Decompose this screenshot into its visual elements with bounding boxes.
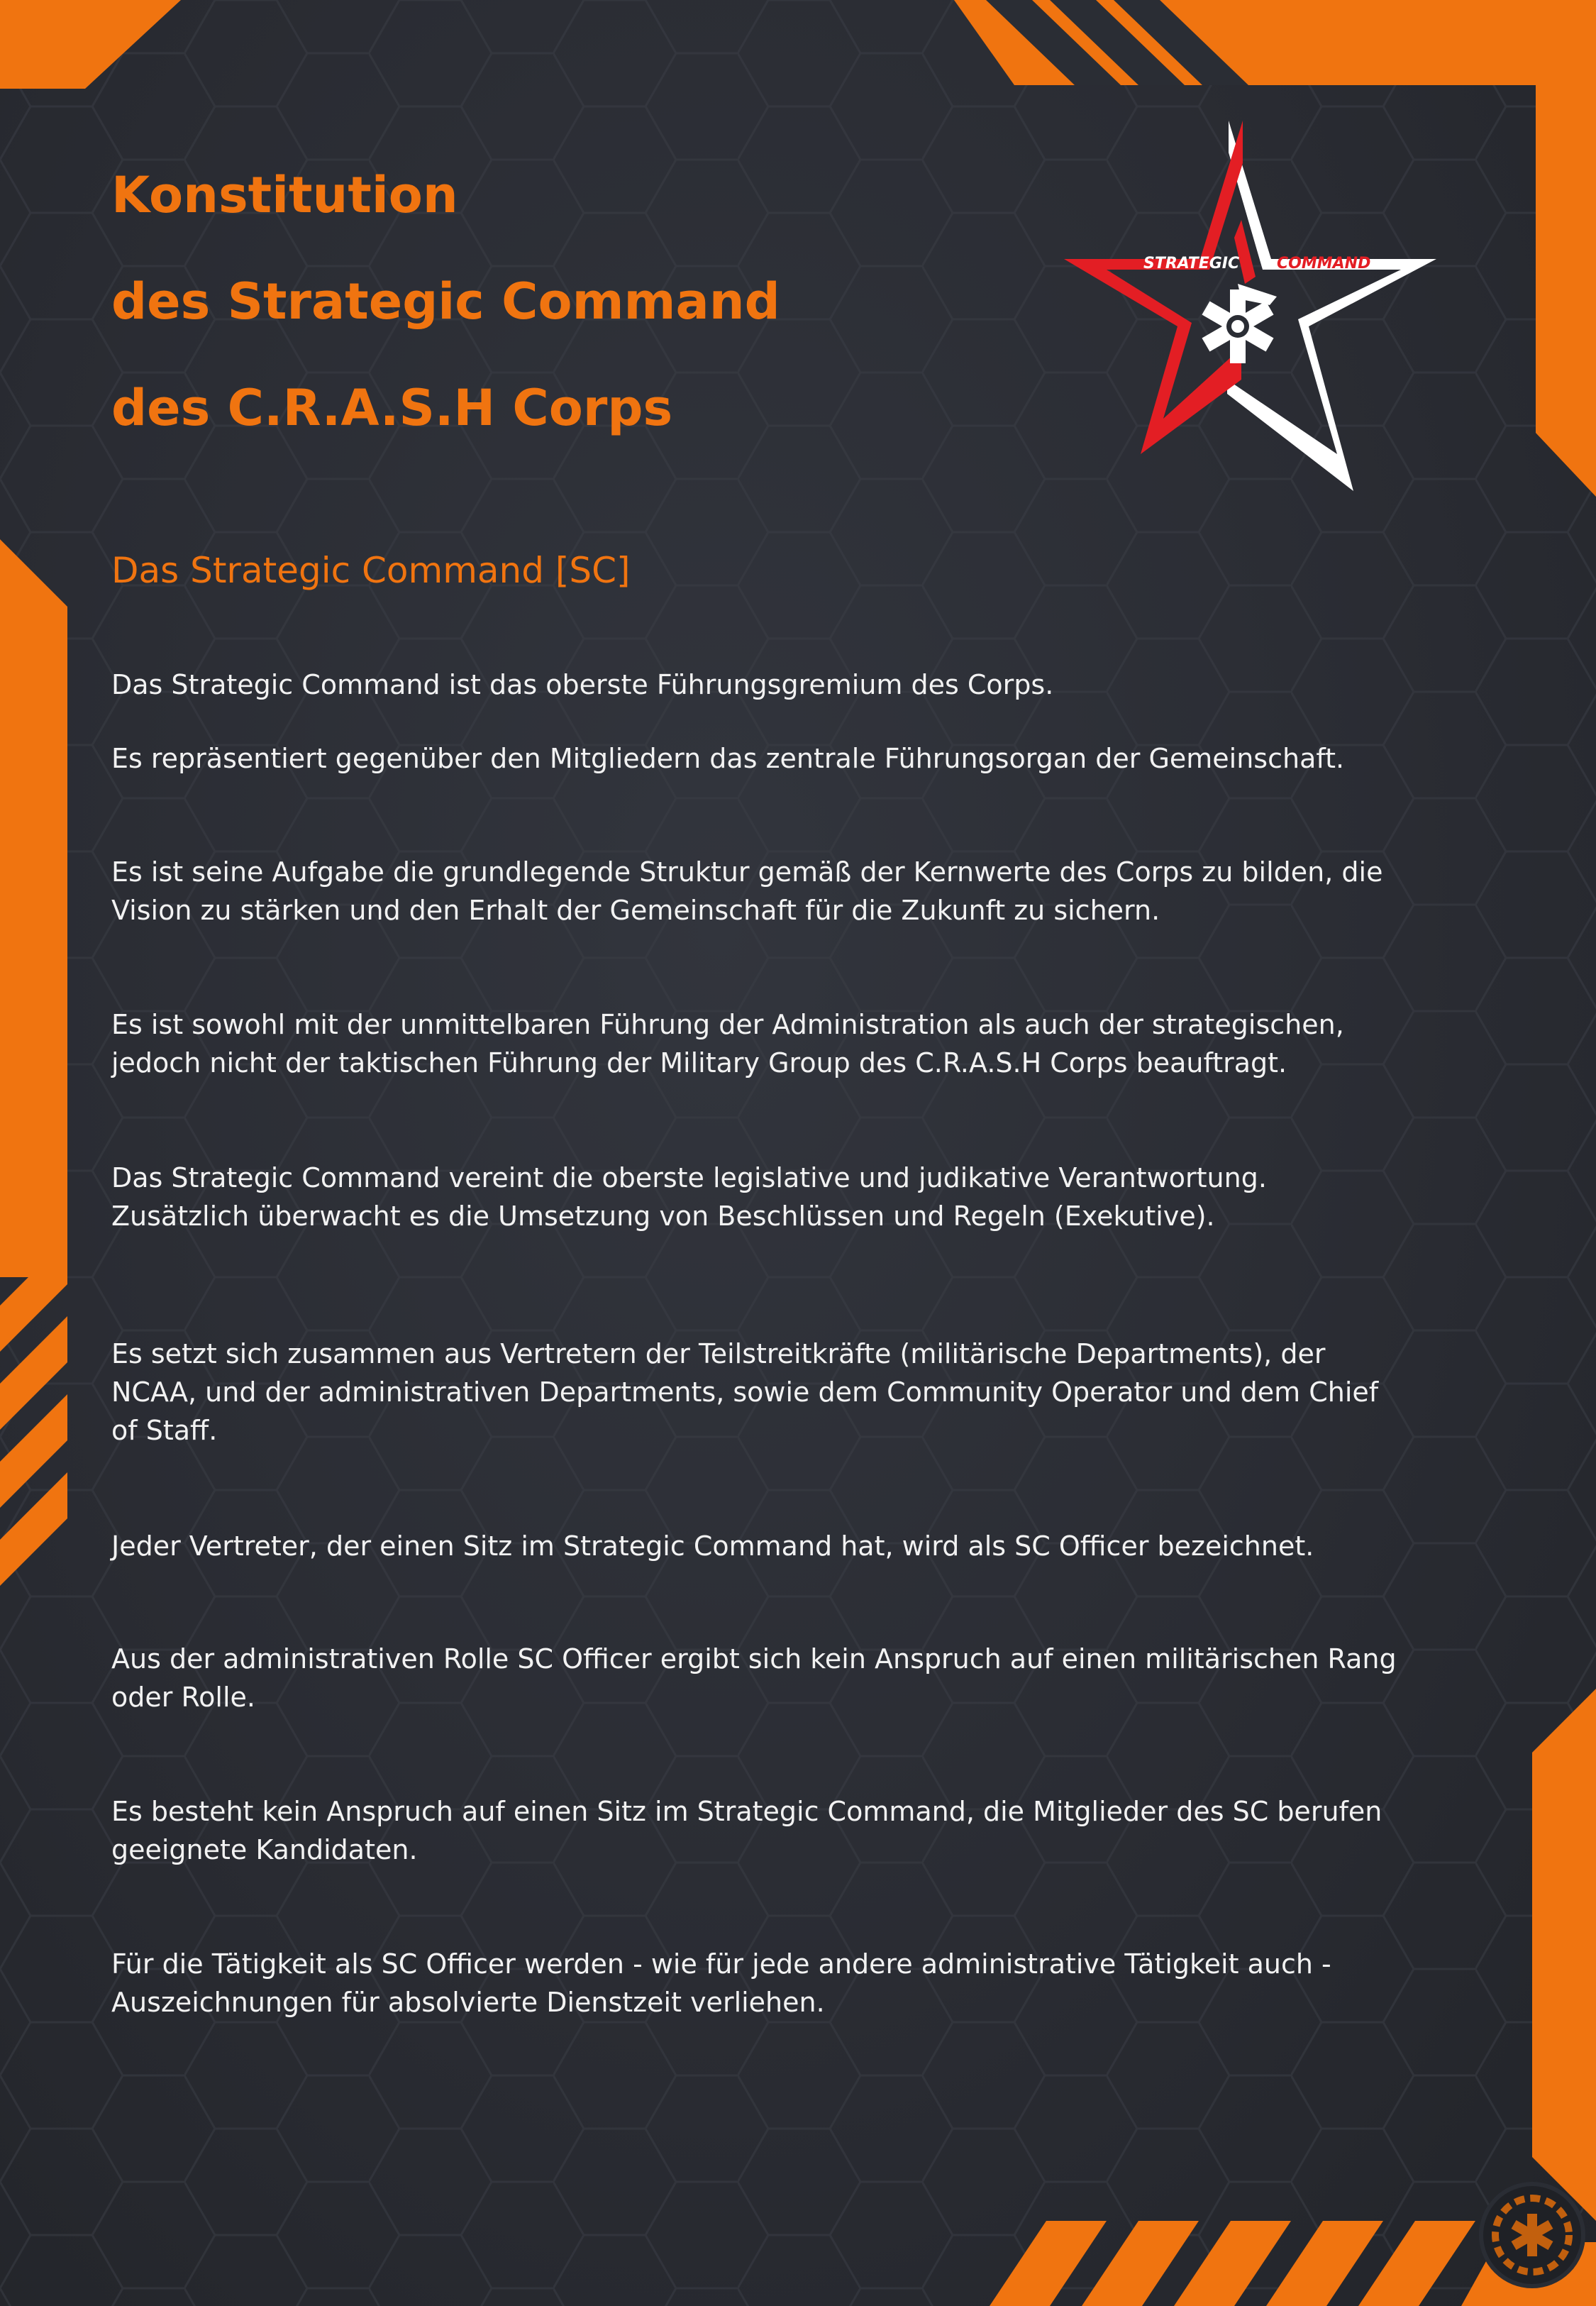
right-side-bar xyxy=(1532,1689,1596,2221)
paragraph xyxy=(111,1527,1495,1565)
paragraph-line: Es repräsentiert gegenüber den Mitgliedern das zentrale Führungsorgan der Gemeinschaft. xyxy=(111,743,1345,774)
strategic-command-star-logo xyxy=(1064,114,1447,497)
paragraph xyxy=(111,1005,1495,1082)
corps-emblem-icon xyxy=(1475,2178,1589,2292)
paragraph-line: Für die Tätigkeit als SC Officer werden - wie für jede andere administrative Tätigkeit auch - xyxy=(111,1948,1331,1980)
paragraph-line: Es besteht kein Anspruch auf einen Sitz im Strategic Command, die Mitglieder des SC berufen xyxy=(111,1796,1382,1827)
paragraph xyxy=(111,1159,1495,1235)
paragraph-line: Aus der administrativen Rolle SC Officer ergibt sich kein Anspruch auf einen militärischen Rang xyxy=(111,1643,1397,1675)
paragraph-line: oder Rolle. xyxy=(111,1682,255,1713)
logo-text-strategic: STRATEGIC xyxy=(1143,255,1240,272)
paragraph-line: geeignete Kandidaten. xyxy=(111,1834,418,1865)
left-side-bar xyxy=(0,539,67,1277)
title-line: des C.R.A.S.H Corps xyxy=(111,379,673,437)
paragraph xyxy=(111,666,1495,704)
paragraph-line: Das Strategic Command vereint die oberste legislative und judikative Verantwortung. xyxy=(111,1162,1267,1193)
paragraph xyxy=(111,1640,1495,1716)
paragraph-line: Es setzt sich zusammen aus Vertretern der Teilstreitkräfte (militärische Departments), der xyxy=(111,1338,1326,1369)
section-heading: Das Strategic Command [SC] xyxy=(111,550,631,591)
paragraph xyxy=(111,1945,1495,2021)
paragraph xyxy=(111,1335,1495,1450)
paragraph-line: Auszeichnungen für absolvierte Dienstzeit verliehen. xyxy=(111,1987,825,2018)
logo-text-command: COMMAND xyxy=(1277,255,1371,272)
paragraph-line: NCAA, und der administrativen Departments, sowie dem Community Operator und dem Chief xyxy=(111,1377,1379,1408)
paragraph-line: Das Strategic Command ist das oberste Führungsgremium des Corps. xyxy=(111,669,1054,700)
paragraph xyxy=(111,739,1495,778)
paragraph-line: jedoch nicht der taktischen Führung der Military Group des C.R.A.S.H Corps beauftragt. xyxy=(111,1047,1287,1078)
title-line: des Strategic Command xyxy=(111,272,780,331)
paragraph-line: of Staff. xyxy=(111,1415,218,1446)
paragraph-line: Vision zu stärken und den Erhalt der Gemeinschaft für die Zukunft zu sichern. xyxy=(111,895,1160,926)
paragraph-line: Jeder Vertreter, der einen Sitz im Strategic Command hat, wird als SC Officer bezeichnet. xyxy=(111,1530,1314,1562)
document-title xyxy=(111,142,780,461)
title-line: Konstitution xyxy=(111,166,458,224)
paragraph-line: Zusätzlich überwacht es die Umsetzung von Beschlüssen und Regeln (Exekutive). xyxy=(111,1201,1215,1232)
paragraph xyxy=(111,853,1495,929)
paragraph xyxy=(111,1792,1495,1869)
paragraph-line: Es ist seine Aufgabe die grundlegende Struktur gemäß der Kernwerte des Corps zu bilden, die xyxy=(111,856,1383,888)
paragraph-line: Es ist sowohl mit der unmittelbaren Führung der Administration als auch der strategischen, xyxy=(111,1009,1344,1040)
